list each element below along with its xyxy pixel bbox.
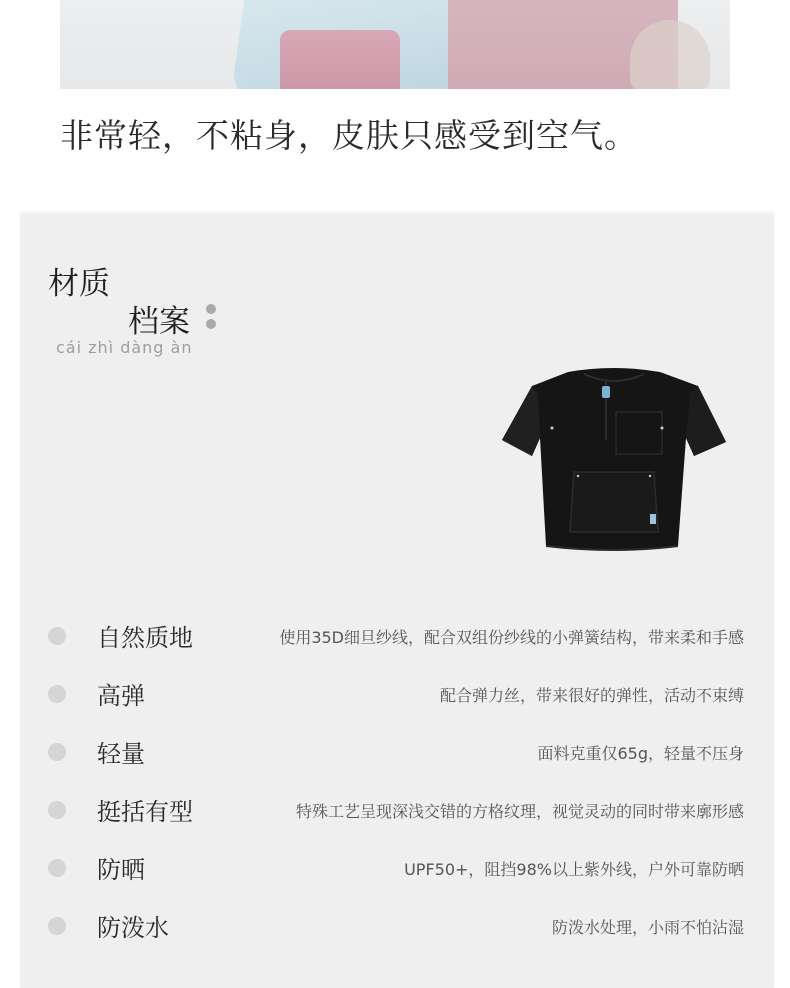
feature-item — [20, 732, 774, 772]
feature-desc: UPF50+，阻挡98%以上紫外线，户外可靠防晒 — [404, 860, 744, 879]
feature-item — [20, 616, 774, 656]
feature-name: 自然质地 — [97, 624, 193, 652]
circle-bullet-icon — [48, 859, 66, 877]
feature-item — [20, 906, 774, 946]
profile-title-line2: 档案 — [128, 304, 190, 340]
feature-item — [20, 848, 774, 888]
feature-name: 轻量 — [97, 740, 145, 768]
feature-item — [20, 674, 774, 714]
feature-desc: 使用35D细旦纱线，配合双组份纱线的小弹簧结构，带来柔和手感 — [279, 628, 744, 647]
photo-pink-pants — [280, 30, 400, 89]
colon-dots-icon — [206, 304, 218, 332]
circle-bullet-icon — [48, 801, 66, 819]
profile-title-line1: 材质 — [48, 266, 110, 302]
feature-item — [20, 790, 774, 830]
black-tshirt-image — [498, 364, 730, 554]
feature-name: 挺括有型 — [97, 798, 193, 826]
feature-desc: 面料克重仅65g，轻量不压身 — [537, 744, 744, 763]
hero-photo — [60, 0, 730, 89]
photo-hand — [630, 20, 710, 89]
feature-desc: 防泼水处理，小雨不怕沾湿 — [551, 918, 744, 937]
feature-name: 防泼水 — [97, 914, 169, 942]
hero-headline: 非常轻，不粘身，皮肤只感受到空气。 — [60, 116, 638, 155]
feature-desc: 配合弹力丝，带来很好的弹性，活动不束缚 — [439, 686, 744, 705]
circle-bullet-icon — [48, 917, 66, 935]
feature-name: 高弹 — [97, 682, 145, 710]
profile-pinyin: cái zhì dàng àn — [56, 338, 193, 357]
circle-bullet-icon — [48, 627, 66, 645]
material-profile-card — [20, 214, 774, 988]
circle-bullet-icon — [48, 743, 66, 761]
feature-name: 防晒 — [97, 856, 145, 884]
feature-desc: 特殊工艺呈现深浅交错的方格纹理，视觉灵动的同时带来廓形感 — [295, 802, 744, 821]
circle-bullet-icon — [48, 685, 66, 703]
